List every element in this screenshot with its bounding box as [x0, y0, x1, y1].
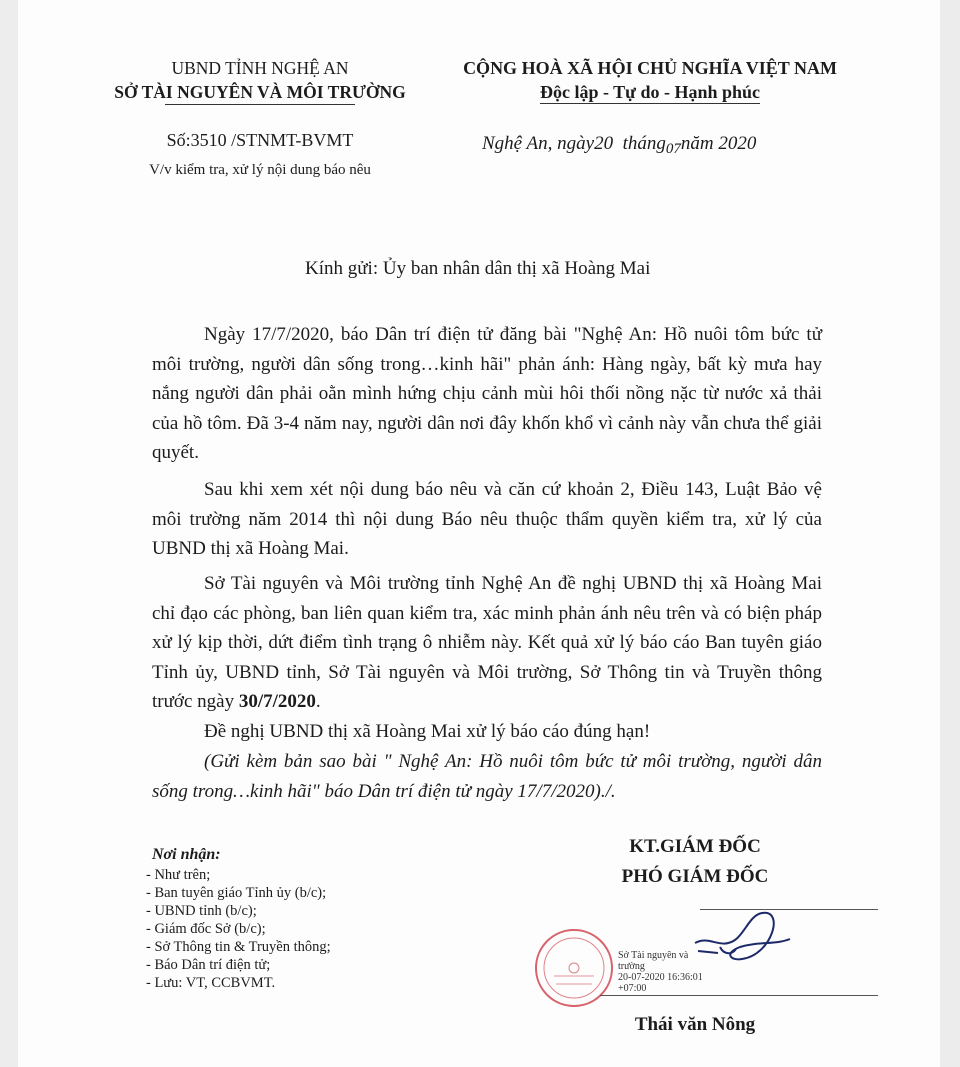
recipients-item: - UBND tỉnh (b/c);: [146, 903, 257, 919]
doc-subject: V/v kiểm tra, xử lý nội dung báo nêu: [149, 162, 371, 178]
motto-text: Độc lập - Tự do - Hạnh phúc: [539, 82, 761, 102]
doc-number: Số:3510 /STNMT-BVMT: [166, 130, 354, 150]
right-edge: [940, 0, 960, 1067]
recipients-item: - Ban tuyên giáo Tỉnh ủy (b/c);: [146, 885, 327, 901]
paragraph-5-text: (Gửi kèm bản sao bài " Nghệ An: Hồ nuôi tôm bức tử môi trường, người dân sống trong…kinh hãi" báo Dân trí điện tử ngày 17/7/2020)./.: [152, 751, 822, 802]
agency-underline: [165, 104, 355, 105]
agency-name-text: SỞ TÀI NGUYÊN VÀ MÔI TRƯỜNG: [114, 82, 406, 102]
paragraph-3-text: Sở Tài nguyên và Môi trường tỉnh Nghệ An đề nghị UBND thị xã Hoàng Mai chỉ đạo các phòng, ban liên quan kiểm tra, xác minh phản ánh nêu trên và có biện pháp xử lý kịp thời, dứt điểm tình trạng ô nhiễm này. Kết quả xử lý báo cáo Ban tuyên giáo Tỉnh ủy, UBND tỉnh, Sở Tài nguyên và Môi trường, Sở Thông tin và Truyền thông trước ngày: [152, 573, 822, 712]
digital-signature-line: Sở Tài nguyên và: [618, 950, 689, 961]
recipients-item: - Như trên;: [146, 867, 211, 883]
paragraph-3: [152, 569, 822, 717]
place-date: [482, 133, 756, 155]
recipients-list: [146, 866, 331, 992]
agency-parent: UBND TỈNH NGHỆ AN: [171, 58, 349, 78]
recipient-line: Kính gửi: Ủy ban nhân dân thị xã Hoàng Mai: [305, 258, 651, 279]
motto: [440, 82, 860, 103]
recipients-title: Nơi nhận:: [152, 846, 221, 863]
signature-role-1: KT.GIÁM ĐỐC: [629, 836, 761, 857]
date-year: năm 2020: [680, 133, 757, 154]
paragraph-2: [152, 475, 822, 564]
signature-role-2: PHÓ GIÁM ĐỐC: [621, 866, 769, 887]
recipients-item: - Lưu: VT, CCBVMT.: [146, 975, 276, 991]
date-day: 20: [594, 133, 614, 154]
digital-signature-line: +07:00: [618, 983, 647, 994]
place-date-prefix: Nghệ An, ngày: [482, 133, 595, 154]
country-name: CỘNG HOÀ XÃ HỘI CHỦ NGHĨA VIỆT NAM: [463, 58, 837, 78]
date-month: 07: [665, 141, 681, 157]
paragraph-5: [152, 747, 822, 806]
recipients-item: - Giám đốc Sở (b/c);: [146, 921, 266, 937]
paragraph-4-text: Đề nghị UBND thị xã Hoàng Mai xử lý báo cáo đúng hạn!: [204, 721, 651, 742]
signature-line-top: [700, 909, 878, 910]
paragraph-3-end: .: [315, 691, 321, 712]
recipients-item: - Sở Thông tin & Truyền thông;: [146, 939, 331, 955]
recipients-item: - Báo Dân trí điện tử;: [146, 957, 271, 973]
paragraph-2-text: Sau khi xem xét nội dung báo nêu và căn cứ khoản 2, Điều 143, Luật Bảo vệ môi trường năm 2014 thì nội dung Báo nêu thuộc thẩm quyền kiểm tra, xử lý của UBND thị xã Hoàng Mai.: [152, 479, 822, 559]
date-month-label: tháng: [622, 133, 666, 154]
signer-name: Thái văn Nông: [634, 1014, 756, 1035]
digital-signature-line: 20-07-2020 16:36:01: [618, 972, 703, 983]
deadline-date: 30/7/2020: [238, 691, 316, 712]
paragraph-1: [152, 320, 822, 468]
digital-signature-line: trường: [618, 961, 645, 972]
handwritten-signature: [690, 895, 810, 975]
left-edge: [0, 0, 18, 1067]
digital-signature-info: [618, 950, 703, 994]
signature-line-bottom: [600, 995, 878, 996]
official-stamp: [532, 926, 616, 1010]
paragraph-4: [152, 717, 822, 747]
agency-name: [100, 82, 420, 103]
paragraph-1-text: Ngày 17/7/2020, báo Dân trí điện tử đăng bài "Nghệ An: Hồ nuôi tôm bức tử môi trường, người dân sống trong…kinh hãi" phản ánh: Hàng ngày, bất kỳ mưa hay nắng người dân phải oằn mình hứng chịu cảnh mùi hôi thối nồng nặc từ nước xả thải của hồ tôm. Đã 3-4 năm nay, người dân nơi đây khốn khổ vì cảnh này vẫn chưa thể giải quyết.: [152, 324, 822, 463]
